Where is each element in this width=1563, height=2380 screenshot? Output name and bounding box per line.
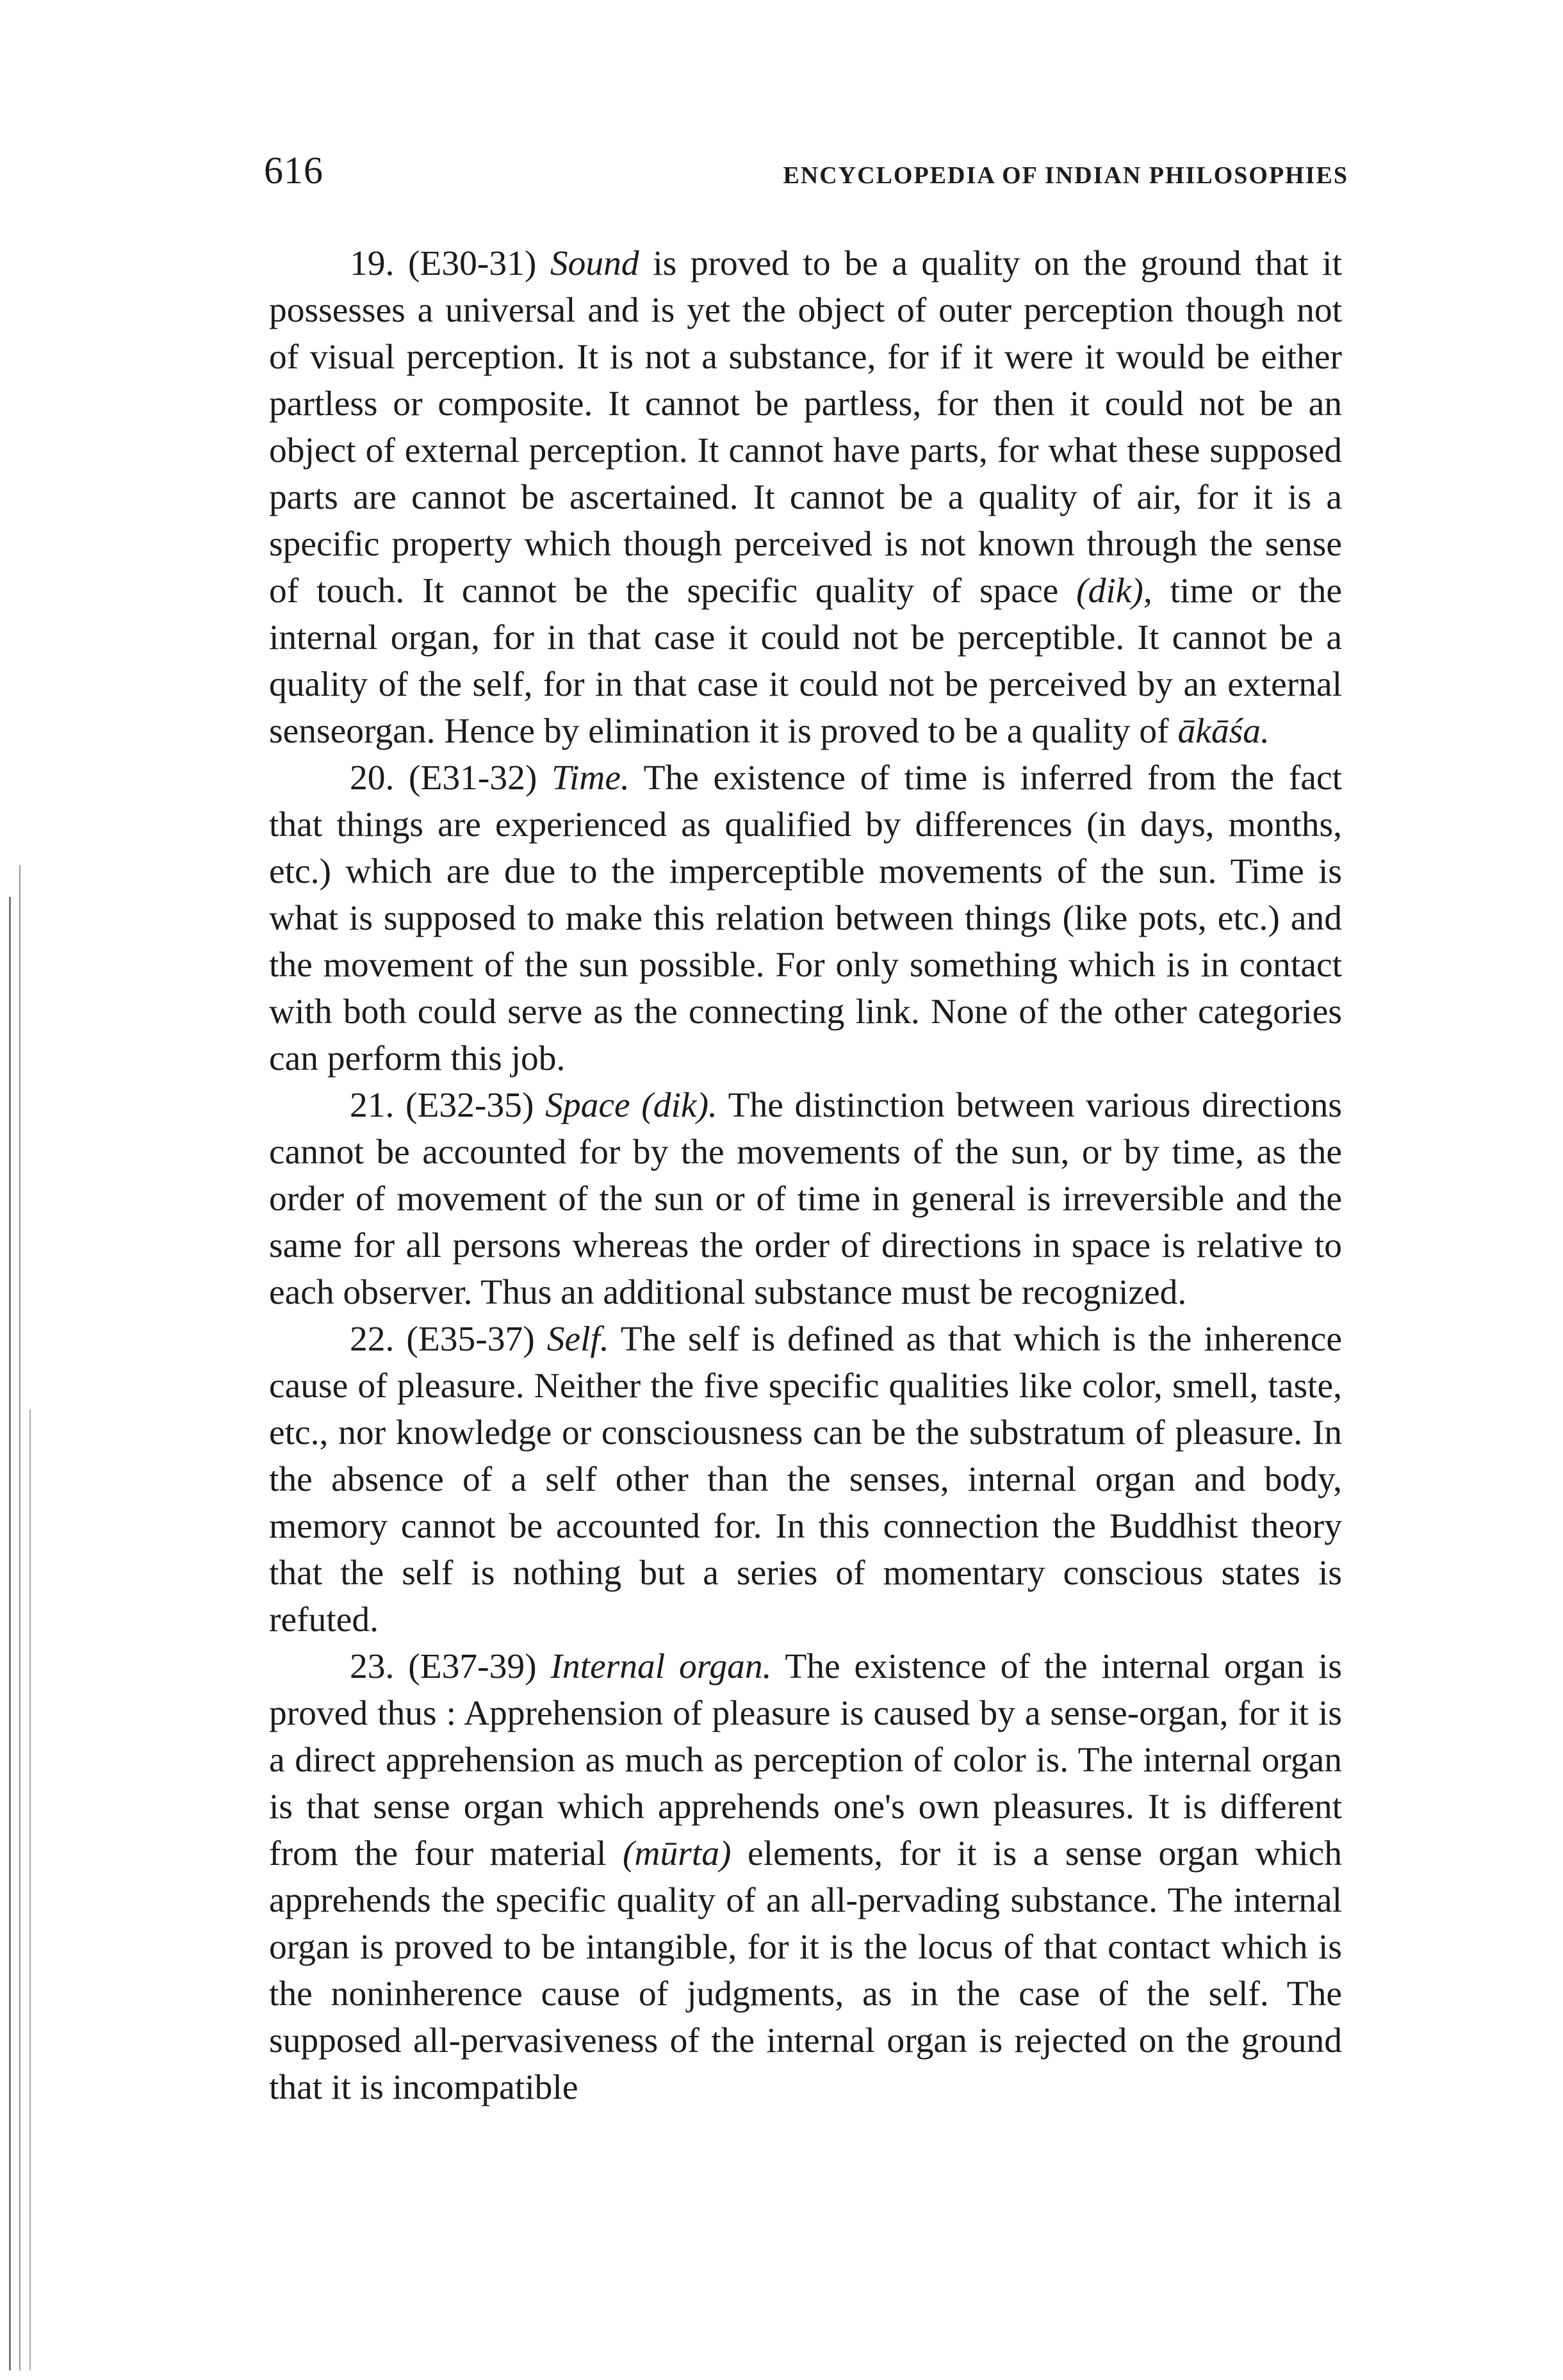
scan-gutter-line [29, 1409, 31, 2370]
paragraph-topic: Time. [552, 759, 630, 798]
page-number: 616 [264, 149, 323, 192]
paragraph-text: The self is defined as that which is the inherence cause of pleasure. Neither the five specific qualities like color, smell, taste, etc., nor knowledge or consciousness can be the substratum of pleasure. In the absence of a self other than the senses, internal organ and body, memory cannot be accounted for. In this connection the Buddhist theory that the self is nothing but a series of momentary conscious states is refuted. [269, 1320, 1343, 1639]
sanskrit-term: (mūrta) [622, 1834, 732, 1873]
paragraph-23 [269, 1643, 1342, 2111]
paragraph-number: 19. [350, 244, 395, 283]
scan-gutter-line [19, 865, 20, 2370]
paragraph-number: 20. [350, 759, 395, 798]
paragraph-number: 23. [350, 1647, 395, 1686]
paragraph-text: The distinction between various directions cannot be accounted for by the movements of the sun, or by time, as the order of movement of the sun or of time in general is irreversible and the same for all persons whereas the order of directions in space is relative to each observer. Thus an additional substance must be recognized. [269, 1086, 1343, 1312]
paragraph-topic: Sound [550, 244, 639, 283]
section-reference: (E31-32) [409, 759, 537, 798]
sanskrit-term: (dik). [641, 1086, 717, 1125]
paragraph-22 [269, 1316, 1342, 1643]
paragraph-text: The existence of the internal organ is proved thus : Apprehension of pleasure is caused by a sense-organ, for it is a direct apprehension as much as perception of color is. The internal organ is that sense organ which apprehends one's own pleasures. It is different from the four material [269, 1647, 1343, 1873]
paragraph-topic: Space [545, 1086, 630, 1125]
sanskrit-term: (dik), [1076, 571, 1152, 611]
paragraph-21 [269, 1082, 1342, 1316]
paragraph-topic: Internal organ. [550, 1647, 772, 1686]
paragraph-text: time or the internal organ, for in that case it could not be perceptible. It cannot be a quality of the self, for in that case it could not be perceived by an external senseorgan. Hence by elimination it is proved to be a quality of [269, 571, 1343, 751]
body-text [269, 240, 1342, 2111]
section-reference: (E37-39) [408, 1647, 537, 1686]
paragraph-19 [269, 240, 1342, 755]
paragraph-20 [269, 755, 1342, 1082]
paragraph-text: elements, for it is a sense organ which apprehends the specific quality of an all-pervading substance. The internal organ is proved to be intangible, for it is the locus of that contact which is the noninherence cause of judgments, as in the case of the self. The supposed all-pervasiveness of the internal organ is rejected on the ground that it is incompatible [269, 1834, 1343, 2107]
section-reference: (E32-35) [405, 1086, 534, 1125]
paragraph-text: is proved to be a quality on the ground that it possesses a universal and is yet the object of outer perception though not of visual perception. It is not a substance, for if it were it would be either partless or composite. It cannot be partless, for then it could not be an object of external perception. It cannot have parts, for what these supposed parts are cannot be ascertained. It cannot be a quality of air, for it is a specific property which though perceived is not known through the sense of touch. It cannot be the specific quality of space [269, 244, 1343, 611]
section-reference: (E35-37) [406, 1320, 535, 1359]
scan-gutter-line [9, 897, 11, 2370]
paragraph-topic: Self. [546, 1320, 609, 1359]
page-header [264, 149, 1348, 200]
paragraph-text: The existence of time is inferred from the fact that things are experienced as qualified by differences (in days, months, etc.) which are due to the imperceptible movements of the sun. Time is what is supposed to make this relation between things (like pots, etc.) and the movement of the sun possible. For only something which is in contact with both could serve as the connecting link. None of the other categories can perform this job. [269, 759, 1343, 1078]
running-head: ENCYCLOPEDIA OF INDIAN PHILOSOPHIES [783, 162, 1348, 189]
section-reference: (E30-31) [407, 244, 537, 283]
sanskrit-term: ākāśa. [1177, 712, 1270, 751]
paragraph-number: 21. [350, 1086, 395, 1125]
paragraph-number: 22. [350, 1320, 395, 1359]
